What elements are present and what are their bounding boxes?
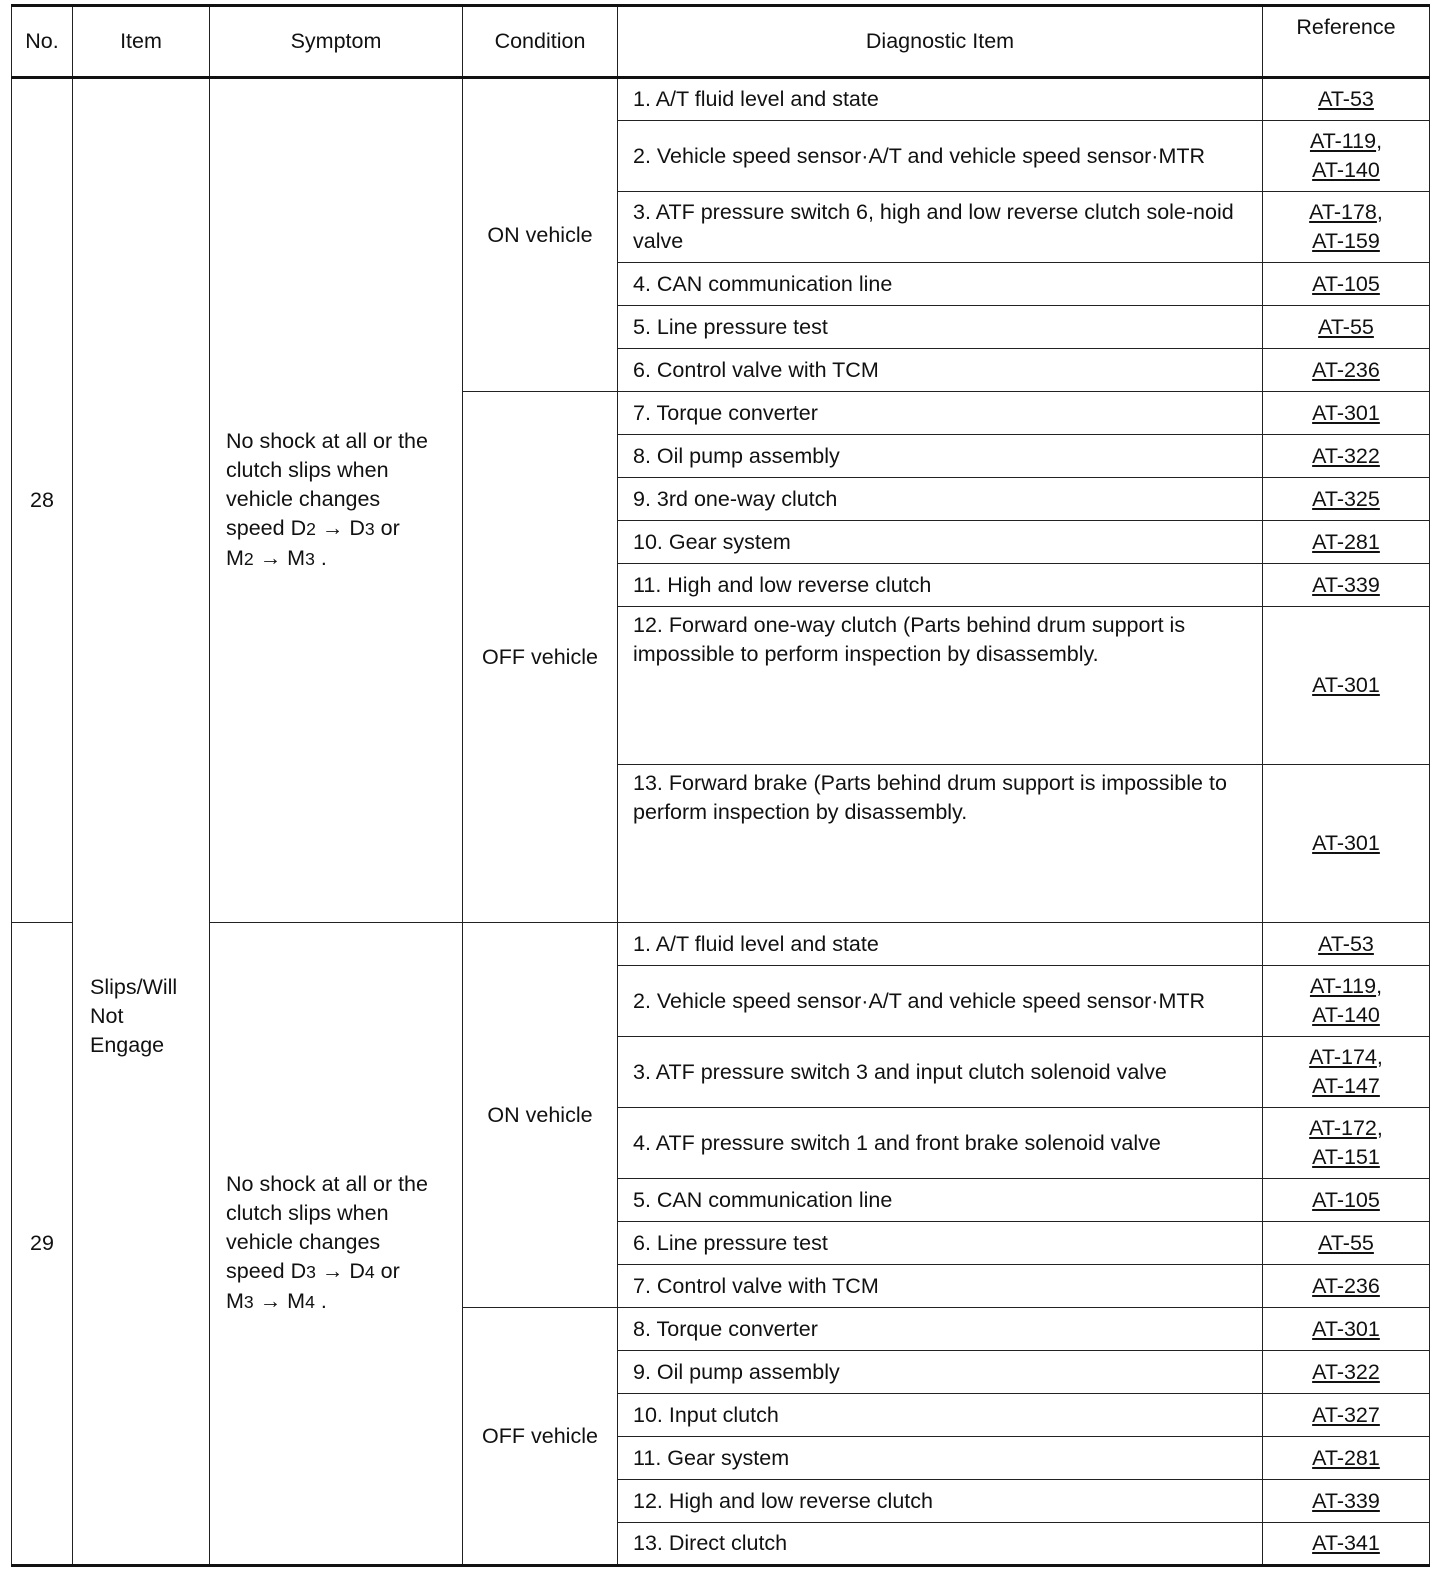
reference-cell: [1263, 192, 1430, 263]
reference-link[interactable]: AT-174: [1309, 1045, 1377, 1069]
reference-link[interactable]: AT-301: [1312, 1316, 1380, 1341]
reference-separator: ,: [1376, 129, 1383, 153]
symptom-line: M3 → M4 .: [226, 1289, 327, 1313]
reference-cell: [1263, 923, 1430, 966]
diagnostic-item: 10. Input clutch: [618, 1394, 1263, 1437]
reference-cell: [1263, 1351, 1430, 1394]
diagnostic-item: 8. Torque converter: [618, 1308, 1263, 1351]
diagnostic-item: 3. ATF pressure switch 3 and input clutch solenoid valve: [618, 1037, 1263, 1108]
header-row: [12, 6, 1430, 78]
header-reference: Reference: [1263, 6, 1430, 78]
reference-separator: ,: [1376, 1116, 1383, 1140]
reference-link[interactable]: AT-339: [1312, 1488, 1380, 1513]
reference-cell: [1263, 435, 1430, 478]
header-item: Item: [73, 6, 210, 78]
condition-cell: ON vehicle: [463, 78, 618, 392]
diagnostic-item: 13. Direct clutch: [618, 1523, 1263, 1566]
reference-cell: [1263, 263, 1430, 306]
reference-link[interactable]: AT-236: [1312, 357, 1380, 382]
table-body: [12, 78, 1430, 1566]
diagnostic-item: 9. Oil pump assembly: [618, 1351, 1263, 1394]
condition-cell: OFF vehicle: [463, 392, 618, 923]
reference-cell: [1263, 564, 1430, 607]
reference-cell: [1263, 78, 1430, 121]
reference-cell: [1263, 1437, 1430, 1480]
reference-link[interactable]: AT-151: [1312, 1145, 1380, 1169]
reference-link[interactable]: AT-301: [1312, 400, 1380, 425]
reference-cell: [1263, 392, 1430, 435]
reference-cell: [1263, 478, 1430, 521]
symptom-line: speed D3 → D4 or: [226, 1259, 400, 1283]
reference-link[interactable]: AT-281: [1312, 529, 1380, 554]
symptom-cell: [210, 923, 463, 1566]
symptom-line: M2 → M3 .: [226, 546, 327, 570]
diagnostic-item: 8. Oil pump assembly: [618, 435, 1263, 478]
symptom-line: clutch slips when: [226, 1201, 389, 1225]
reference-cell: [1263, 1394, 1430, 1437]
reference-link[interactable]: AT-327: [1312, 1402, 1380, 1427]
item-label: Not: [90, 1004, 124, 1028]
reference-link[interactable]: AT-178: [1309, 200, 1377, 224]
diagnostic-item: 5. Line pressure test: [618, 306, 1263, 349]
reference-link[interactable]: AT-55: [1318, 1230, 1374, 1255]
diagnostic-item: 12. Forward one-way clutch (Parts behind drum support is impossible to perform inspection by disassembly.: [618, 607, 1263, 765]
reference-cell: [1263, 521, 1430, 564]
table-row: [12, 923, 1430, 966]
header-diagnostic-item: Diagnostic Item: [618, 6, 1263, 78]
reference-cell: [1263, 1480, 1430, 1523]
diagnostic-item: 10. Gear system: [618, 521, 1263, 564]
reference-link[interactable]: AT-53: [1318, 87, 1374, 111]
diagnostic-item: 9. 3rd one-way clutch: [618, 478, 1263, 521]
symptom-line: No shock at all or the: [226, 429, 428, 453]
diagnostic-item: 5. CAN communication line: [618, 1179, 1263, 1222]
diagnostic-item: 13. Forward brake (Parts behind drum support is impossible to perform inspection by disassembly.: [618, 765, 1263, 923]
reference-link[interactable]: AT-301: [1312, 673, 1380, 697]
diagnostic-item: 12. High and low reverse clutch: [618, 1480, 1263, 1523]
reference-cell: [1263, 1308, 1430, 1351]
reference-link[interactable]: AT-55: [1318, 314, 1374, 339]
reference-cell: [1263, 966, 1430, 1037]
reference-link[interactable]: AT-325: [1312, 486, 1380, 511]
reference-link[interactable]: AT-339: [1312, 572, 1380, 597]
symptom-line: speed D2 → D3 or: [226, 516, 400, 540]
item-cell: [73, 78, 210, 1566]
header-no: No.: [12, 6, 73, 78]
reference-link[interactable]: AT-105: [1312, 271, 1380, 296]
header-condition: Condition: [463, 6, 618, 78]
row-number: 29: [12, 923, 73, 1566]
reference-link[interactable]: AT-281: [1312, 1445, 1380, 1470]
symptom-line: vehicle changes: [226, 1230, 381, 1254]
symptom-cell: [210, 78, 463, 923]
diagnostic-item: 3. ATF pressure switch 6, high and low reverse clutch sole-noid valve: [618, 192, 1263, 263]
reference-cell: [1263, 1523, 1430, 1566]
reference-cell: [1263, 121, 1430, 192]
diagnostic-item: 11. Gear system: [618, 1437, 1263, 1480]
symptom-line: clutch slips when: [226, 458, 389, 482]
row-number: 28: [12, 78, 73, 923]
reference-separator: ,: [1376, 1045, 1383, 1069]
reference-link[interactable]: AT-119: [1309, 974, 1377, 998]
reference-link[interactable]: AT-105: [1312, 1187, 1380, 1212]
item-label: Engage: [90, 1033, 165, 1057]
diagnostic-item: 2. Vehicle speed sensor·A/T and vehicle speed sensor·MTR: [618, 121, 1263, 192]
reference-link[interactable]: AT-53: [1318, 931, 1374, 956]
reference-link[interactable]: AT-119: [1309, 129, 1377, 153]
condition-cell: ON vehicle: [463, 923, 618, 1308]
diagnostic-item: 2. Vehicle speed sensor·A/T and vehicle speed sensor·MTR: [618, 966, 1263, 1037]
diagnostic-item: 6. Control valve with TCM: [618, 349, 1263, 392]
reference-link[interactable]: AT-322: [1312, 1359, 1380, 1384]
reference-link[interactable]: AT-341: [1312, 1531, 1380, 1555]
reference-link[interactable]: AT-147: [1312, 1074, 1380, 1098]
reference-link[interactable]: AT-159: [1312, 229, 1380, 253]
reference-link[interactable]: AT-236: [1312, 1273, 1380, 1298]
reference-cell: [1263, 306, 1430, 349]
header-symptom: Symptom: [210, 6, 463, 78]
diagnostic-item: 7. Control valve with TCM: [618, 1265, 1263, 1308]
reference-separator: ,: [1376, 200, 1383, 224]
reference-cell: [1263, 607, 1430, 765]
reference-separator: ,: [1376, 974, 1383, 998]
reference-link[interactable]: AT-140: [1312, 1003, 1380, 1027]
reference-cell: [1263, 1265, 1430, 1308]
reference-cell: [1263, 1108, 1430, 1179]
reference-link[interactable]: AT-301: [1312, 831, 1380, 855]
reference-link[interactable]: AT-140: [1312, 158, 1380, 182]
reference-link[interactable]: AT-172: [1309, 1116, 1377, 1140]
reference-cell: [1263, 765, 1430, 923]
diagnostic-item: 1. A/T fluid level and state: [618, 78, 1263, 121]
diagnostic-item: 4. ATF pressure switch 1 and front brake solenoid valve: [618, 1108, 1263, 1179]
symptom-line: vehicle changes: [226, 487, 381, 511]
reference-cell: [1263, 1037, 1430, 1108]
reference-link[interactable]: AT-322: [1312, 443, 1380, 468]
condition-cell: OFF vehicle: [463, 1308, 618, 1566]
reference-cell: [1263, 1222, 1430, 1265]
reference-cell: [1263, 349, 1430, 392]
symptom-line: No shock at all or the: [226, 1172, 428, 1196]
diagnosis-table: [11, 4, 1430, 1567]
reference-cell: [1263, 1179, 1430, 1222]
diagnostic-item: 11. High and low reverse clutch: [618, 564, 1263, 607]
diagnostic-item: 4. CAN communication line: [618, 263, 1263, 306]
diagnostic-item: 1. A/T fluid level and state: [618, 923, 1263, 966]
diagnostic-item: 6. Line pressure test: [618, 1222, 1263, 1265]
diagnostic-item: 7. Torque converter: [618, 392, 1263, 435]
item-label: Slips/Will: [90, 975, 178, 999]
table-row: [12, 78, 1430, 121]
